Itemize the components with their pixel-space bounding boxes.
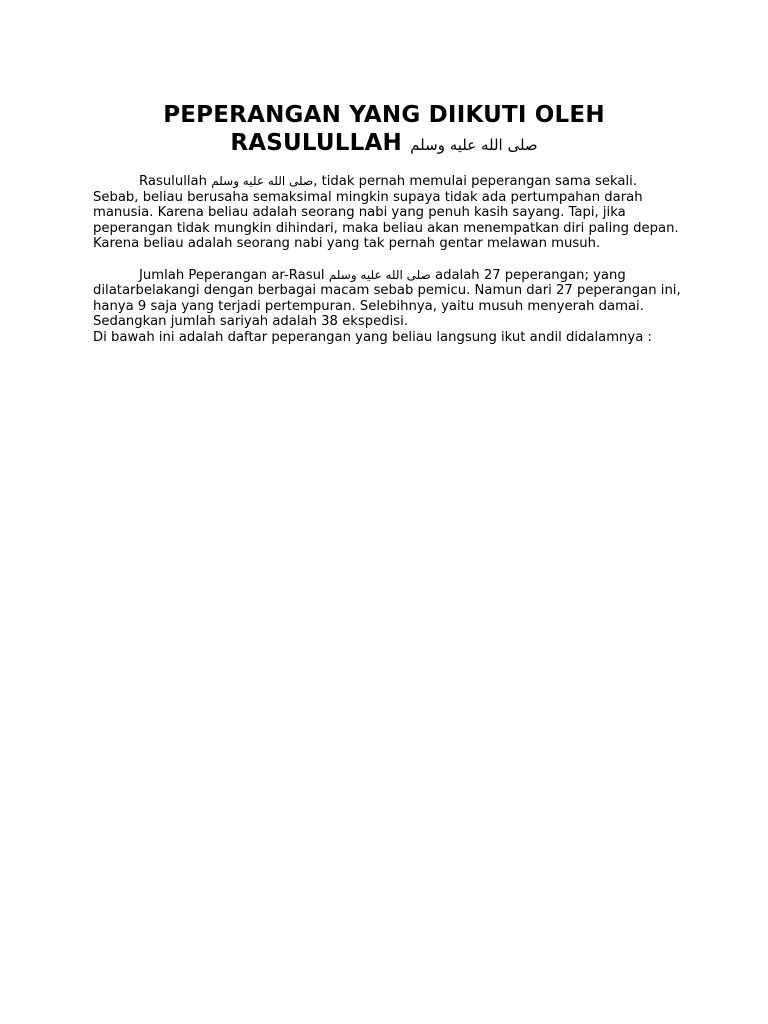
title-line-1: PEPERANGAN YANG DIIKUTI OLEH [163,102,605,128]
paragraph-1-lead: Rasulullah [139,174,207,189]
paragraph-1 [93,174,683,252]
paragraph-1-arabic-honorific: صلى الله عليه وسلم [211,174,314,188]
title-arabic-honorific: صلى الله عليه وسلم [410,136,538,154]
paragraph-1-text: , tidak pernah memulai peperangan sama sekali. Sebab, beliau berusaha semaksimal mingkin supaya tidak ada pertumpahan darah manusia. Karena beliau adalah seorang nabi yang penuh kasih sayang. Tapi, jika peperangan tidak mungkin dihindari, maka beliau akan menempatkan diri paling depan. Karena beliau adalah seorang nabi yang tak pernah gentar melawan musuh. [93,174,679,252]
document-body [93,174,683,346]
paragraph-2-lead: Jumlah Peperangan ar-Rasul [139,267,325,283]
paragraph-3: Di bawah ini adalah daftar peperangan yang beliau langsung ikut andil didalamnya : [93,329,652,345]
paragraph-2-arabic-honorific: صلى الله عليه وسلم [328,267,431,282]
paragraph-gap [93,252,683,268]
title-line-2: RASULULLAH [230,130,402,156]
document-title [90,101,678,159]
paragraph-2 [93,268,683,330]
paragraph-2-text: adalah 27 peperangan; yang dilatarbelakangi dengan berbagai macam sebab pemicu. Namun dari 27 peperangan ini, hanya 9 saja yang terjadi pertempuran. Selebihnya, yaitu musuh menyerah damai. Sedangkan jumlah sariyah adalah 38 ekspedisi. [93,267,681,330]
